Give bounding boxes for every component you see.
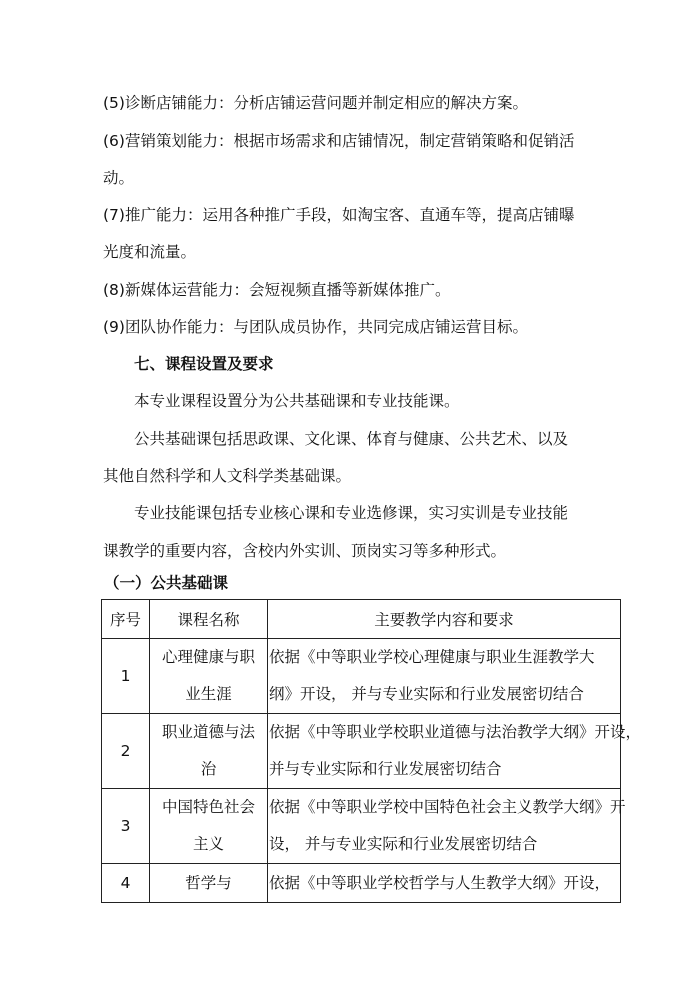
ability-item-7-line1: (7)推广能力：运用各种推广手段，如淘宝客、直通车等，提高店铺曝 <box>103 206 575 224</box>
paragraph-2-line1: 公共基础课包括思政课、文化课、体育与健康、公共艺术、以及 <box>134 430 569 448</box>
ability-item-6-line1: (6)营销策划能力：根据市场需求和店铺情况，制定营销策略和促销活 <box>103 132 575 150</box>
ability-item-6-line2: 动。 <box>103 169 135 187</box>
course-table <box>101 599 642 903</box>
row-course-name: 中国特色社会 主义 <box>150 789 268 864</box>
paragraph-3-line2: 课教学的重要内容，含校内外实训、顶岗实习等多种形式。 <box>103 542 507 560</box>
row-num: 4 <box>102 864 150 903</box>
row-num: 3 <box>102 789 150 864</box>
header-course-name: 课程名称 <box>150 600 268 639</box>
row-content: 依据《中等职业学校哲学与人生教学大纲》开设， <box>268 864 621 903</box>
table-row <box>102 864 621 903</box>
header-num: 序号 <box>102 600 150 639</box>
row-course-name: 哲学与 <box>150 864 268 903</box>
ability-item-9: (9)团队协作能力：与团队成员协作，共同完成店铺运营目标。 <box>103 318 528 336</box>
paragraph-2-line2: 其他自然科学和人文科学类基础课。 <box>103 467 352 485</box>
table-row <box>102 789 621 864</box>
row-content: 依据《中等职业学校心理健康与职业生涯教学大 纲》开设， 并与专业实际和行业发展密切结合 <box>268 639 621 714</box>
row-num: 2 <box>102 714 150 789</box>
subheading-public-courses: （一）公共基础课 <box>104 574 229 592</box>
row-content: 依据《中等职业学校职业道德与法治教学大纲》开设， 并与专业实际和行业发展密切结合 <box>268 714 621 789</box>
ability-item-5: (5)诊断店铺能力：分析店铺运营问题并制定相应的解决方案。 <box>103 94 528 112</box>
table-row <box>102 639 621 714</box>
row-num: 1 <box>102 639 150 714</box>
header-content: 主要教学内容和要求 <box>268 600 621 639</box>
ability-item-8: (8)新媒体运营能力：会短视频直播等新媒体推广。 <box>103 281 451 299</box>
paragraph-3-line1: 专业技能课包括专业核心课和专业选修课，实习实训是专业技能 <box>134 504 569 522</box>
row-course-name: 心理健康与职 业生涯 <box>150 639 268 714</box>
paragraph-1: 本专业课程设置分为公共基础课和专业技能课。 <box>134 392 460 410</box>
ability-item-7-line2: 光度和流量。 <box>103 243 197 261</box>
table-header-row <box>102 600 621 639</box>
table-row <box>102 714 621 789</box>
row-course-name: 职业道德与法 治 <box>150 714 268 789</box>
section-heading: 七、课程设置及要求 <box>134 355 274 373</box>
row-content: 依据《中等职业学校中国特色社会主义教学大纲》开 设， 并与专业实际和行业发展密切结合 <box>268 789 621 864</box>
